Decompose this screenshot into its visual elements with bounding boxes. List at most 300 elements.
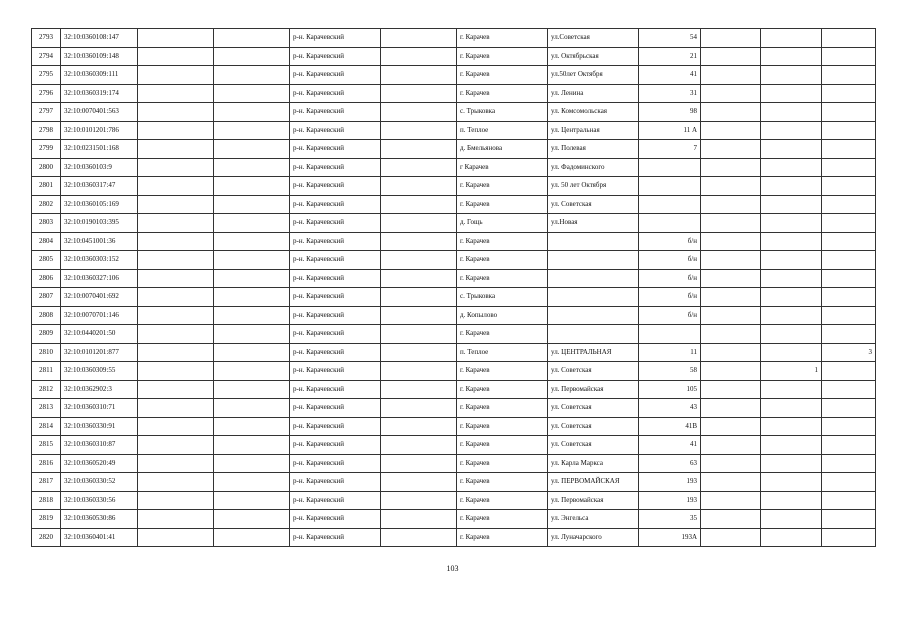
- table-cell: р-н. Карачевский: [290, 491, 381, 510]
- table-cell: р-н. Карачевский: [290, 343, 381, 362]
- table-row: [32, 232, 876, 251]
- table-cell: [214, 343, 290, 362]
- table-cell: [381, 251, 457, 270]
- table-cell: [381, 491, 457, 510]
- table-cell: 32:10:0360309:55: [61, 362, 138, 381]
- table-cell: [761, 29, 822, 48]
- table-cell: [701, 251, 761, 270]
- table-cell: [639, 195, 701, 214]
- table-cell: [381, 66, 457, 85]
- table-cell: р-н. Карачевский: [290, 454, 381, 473]
- table-cell: ул. Фадоминского: [548, 158, 639, 177]
- table-cell: 2796: [32, 84, 61, 103]
- table-cell: [548, 269, 639, 288]
- table-cell: [822, 380, 876, 399]
- table-cell: г. Карачев: [457, 417, 548, 436]
- table-cell: [138, 66, 214, 85]
- table-cell: [822, 510, 876, 529]
- table-cell: [761, 232, 822, 251]
- table-cell: [214, 325, 290, 344]
- table-cell: 32:10:0360317:47: [61, 177, 138, 196]
- table-cell: ул. Карла Маркса: [548, 454, 639, 473]
- table-cell: р-н. Карачевский: [290, 510, 381, 529]
- table-cell: [701, 491, 761, 510]
- table-cell: 2793: [32, 29, 61, 48]
- table-cell: [214, 473, 290, 492]
- table-row: [32, 528, 876, 547]
- table-cell: 32:10:0190103:395: [61, 214, 138, 233]
- table-cell: 2813: [32, 399, 61, 418]
- table-cell: 32:10:0101201:786: [61, 121, 138, 140]
- table-cell: [822, 47, 876, 66]
- table-cell: 32:10:0360327:106: [61, 269, 138, 288]
- table-cell: 41: [639, 436, 701, 455]
- table-cell: [822, 158, 876, 177]
- table-cell: 32:10:0451001:36: [61, 232, 138, 251]
- table-cell: [822, 528, 876, 547]
- table-cell: 32:10:0360330:91: [61, 417, 138, 436]
- table-cell: г. Карачев: [457, 528, 548, 547]
- table-row: [32, 214, 876, 233]
- table-cell: [639, 158, 701, 177]
- table-cell: г. Карачев: [457, 399, 548, 418]
- table-cell: 2804: [32, 232, 61, 251]
- table-row: [32, 325, 876, 344]
- table-cell: [822, 251, 876, 270]
- table-cell: [761, 510, 822, 529]
- table-cell: [822, 454, 876, 473]
- table-cell: [214, 232, 290, 251]
- table-cell: 32:10:0440201:50: [61, 325, 138, 344]
- table-cell: 2797: [32, 103, 61, 122]
- table-cell: ул. Советская: [548, 417, 639, 436]
- table-row: [32, 436, 876, 455]
- table-cell: [381, 399, 457, 418]
- table-cell: [701, 528, 761, 547]
- table-cell: [214, 177, 290, 196]
- table-cell: [138, 269, 214, 288]
- table-cell: д. Гощь: [457, 214, 548, 233]
- table-cell: [138, 399, 214, 418]
- table-cell: 32:10:0362902:3: [61, 380, 138, 399]
- table-cell: [822, 195, 876, 214]
- table-cell: ул. Комсомольская: [548, 103, 639, 122]
- table-cell: [548, 306, 639, 325]
- table-cell: г. Карачев: [457, 269, 548, 288]
- table-cell: [822, 84, 876, 103]
- table-row: [32, 380, 876, 399]
- table-cell: [138, 121, 214, 140]
- table-cell: г. Карачев: [457, 510, 548, 529]
- table-cell: [138, 454, 214, 473]
- table-cell: с. Трыковка: [457, 288, 548, 307]
- table-cell: 11: [639, 343, 701, 362]
- table-cell: [822, 436, 876, 455]
- table-cell: р-н. Карачевский: [290, 140, 381, 159]
- table-cell: 11 А: [639, 121, 701, 140]
- table-cell: ул.Советская: [548, 29, 639, 48]
- table-cell: [381, 84, 457, 103]
- table-cell: 32:10:0070401:692: [61, 288, 138, 307]
- table-cell: [761, 140, 822, 159]
- table-cell: р-н. Карачевский: [290, 214, 381, 233]
- table-cell: 1: [761, 362, 822, 381]
- table-cell: 32:10:0360520:49: [61, 454, 138, 473]
- table-cell: р-н. Карачевский: [290, 380, 381, 399]
- table-cell: ул. Октябрьская: [548, 47, 639, 66]
- table-cell: 2820: [32, 528, 61, 547]
- table-cell: [701, 232, 761, 251]
- table-cell: [381, 177, 457, 196]
- table-cell: 58: [639, 362, 701, 381]
- table-row: [32, 473, 876, 492]
- table-cell: [381, 454, 457, 473]
- table-cell: г. Карачев: [457, 177, 548, 196]
- table-cell: [701, 158, 761, 177]
- table-cell: [761, 380, 822, 399]
- table-cell: [701, 417, 761, 436]
- table-cell: 32:10:0101201:877: [61, 343, 138, 362]
- table-cell: [381, 510, 457, 529]
- table-cell: г. Карачев: [457, 232, 548, 251]
- table-cell: [761, 195, 822, 214]
- table-cell: с. Трыковка: [457, 103, 548, 122]
- table-cell: [701, 399, 761, 418]
- table-cell: 41В: [639, 417, 701, 436]
- table-cell: [761, 325, 822, 344]
- table-cell: [701, 84, 761, 103]
- table-cell: [548, 288, 639, 307]
- table-cell: [214, 454, 290, 473]
- table-cell: б/н: [639, 269, 701, 288]
- table-cell: [214, 158, 290, 177]
- table-cell: [761, 47, 822, 66]
- table-cell: п. Теплое: [457, 121, 548, 140]
- table-row: [32, 195, 876, 214]
- table-cell: ул. Советская: [548, 399, 639, 418]
- table-cell: [761, 343, 822, 362]
- table-cell: [761, 66, 822, 85]
- table-cell: [701, 473, 761, 492]
- table-cell: 193: [639, 473, 701, 492]
- table-cell: [381, 306, 457, 325]
- table-cell: ул. Первомайская: [548, 380, 639, 399]
- table-cell: [138, 214, 214, 233]
- table-cell: 32:10:0360103:9: [61, 158, 138, 177]
- table-cell: 43: [639, 399, 701, 418]
- table-cell: р-н. Карачевский: [290, 47, 381, 66]
- table-row: [32, 417, 876, 436]
- table-cell: [381, 528, 457, 547]
- table-cell: ул.50лет Октября: [548, 66, 639, 85]
- table-cell: [548, 232, 639, 251]
- table-cell: п. Теплое: [457, 343, 548, 362]
- table-cell: [138, 140, 214, 159]
- table-cell: [761, 473, 822, 492]
- table-cell: ул. Полевая: [548, 140, 639, 159]
- table-cell: [214, 528, 290, 547]
- table-cell: [701, 288, 761, 307]
- table-cell: [701, 121, 761, 140]
- table-cell: 32:10:0070401:563: [61, 103, 138, 122]
- table-cell: [701, 380, 761, 399]
- table-cell: [214, 251, 290, 270]
- table-cell: 2819: [32, 510, 61, 529]
- table-cell: 2814: [32, 417, 61, 436]
- table-cell: р-н. Карачевский: [290, 362, 381, 381]
- table-cell: [701, 343, 761, 362]
- table-cell: р-н. Карачевский: [290, 325, 381, 344]
- table-cell: 32:10:0360310:87: [61, 436, 138, 455]
- table-cell: ул.Новая: [548, 214, 639, 233]
- table-cell: ул. Советская: [548, 436, 639, 455]
- table-cell: [381, 29, 457, 48]
- table-cell: 193А: [639, 528, 701, 547]
- table-cell: [138, 436, 214, 455]
- table-cell: [138, 29, 214, 48]
- table-cell: г. Карачев: [457, 454, 548, 473]
- table-cell: 2818: [32, 491, 61, 510]
- table-row: [32, 306, 876, 325]
- table-cell: 41: [639, 66, 701, 85]
- table-cell: 2811: [32, 362, 61, 381]
- table-cell: [822, 269, 876, 288]
- table-cell: 31: [639, 84, 701, 103]
- table-cell: г. Карачев: [457, 251, 548, 270]
- table-cell: 32:10:0360303:152: [61, 251, 138, 270]
- table-cell: [214, 510, 290, 529]
- table-cell: [822, 473, 876, 492]
- table-cell: [214, 491, 290, 510]
- table-cell: [138, 325, 214, 344]
- table-cell: [822, 66, 876, 85]
- table-cell: 2807: [32, 288, 61, 307]
- table-cell: [761, 158, 822, 177]
- table-cell: ул. Энгельса: [548, 510, 639, 529]
- table-cell: [822, 491, 876, 510]
- table-cell: 32:10:0360309:111: [61, 66, 138, 85]
- table-cell: [761, 269, 822, 288]
- table-cell: 32:10:0360109:148: [61, 47, 138, 66]
- table-cell: 2802: [32, 195, 61, 214]
- table-cell: 2803: [32, 214, 61, 233]
- table-cell: г Карачев: [457, 158, 548, 177]
- table-cell: [381, 343, 457, 362]
- table-cell: 2809: [32, 325, 61, 344]
- table-cell: 2798: [32, 121, 61, 140]
- table-cell: [214, 362, 290, 381]
- table-cell: р-н. Карачевский: [290, 177, 381, 196]
- table-cell: [214, 306, 290, 325]
- table-cell: [822, 214, 876, 233]
- table-cell: р-н. Карачевский: [290, 473, 381, 492]
- table-cell: [214, 66, 290, 85]
- table-cell: [138, 177, 214, 196]
- table-cell: 7: [639, 140, 701, 159]
- table-cell: ул. Центральная: [548, 121, 639, 140]
- table-cell: [761, 251, 822, 270]
- table-cell: [701, 140, 761, 159]
- table-cell: [822, 417, 876, 436]
- table-row: [32, 103, 876, 122]
- table-cell: г. Карачев: [457, 436, 548, 455]
- table-cell: 105: [639, 380, 701, 399]
- table-cell: 32:10:0360108:147: [61, 29, 138, 48]
- table-row: [32, 510, 876, 529]
- table-cell: ул. Первомайская: [548, 491, 639, 510]
- table-cell: [138, 510, 214, 529]
- table-cell: р-н. Карачевский: [290, 195, 381, 214]
- table-cell: 2801: [32, 177, 61, 196]
- table-row: [32, 121, 876, 140]
- table-cell: [138, 158, 214, 177]
- table-cell: [761, 491, 822, 510]
- table-cell: [138, 84, 214, 103]
- table-cell: [381, 195, 457, 214]
- table-row: [32, 362, 876, 381]
- table-cell: 2815: [32, 436, 61, 455]
- table-cell: р-н. Карачевский: [290, 232, 381, 251]
- table-cell: г. Карачев: [457, 473, 548, 492]
- table-cell: [214, 29, 290, 48]
- table-cell: б/н: [639, 288, 701, 307]
- table-cell: [138, 232, 214, 251]
- table-cell: [381, 288, 457, 307]
- table-cell: р-н. Карачевский: [290, 103, 381, 122]
- table-cell: [701, 103, 761, 122]
- table-cell: [214, 140, 290, 159]
- table-cell: [761, 306, 822, 325]
- table-cell: [822, 177, 876, 196]
- table-cell: [138, 473, 214, 492]
- table-cell: [214, 288, 290, 307]
- table-cell: [639, 325, 701, 344]
- table-row: [32, 47, 876, 66]
- table-cell: [138, 195, 214, 214]
- table-cell: [214, 436, 290, 455]
- table-cell: [701, 362, 761, 381]
- table-row: [32, 140, 876, 159]
- table-cell: р-н. Карачевский: [290, 417, 381, 436]
- table-cell: [381, 417, 457, 436]
- table-cell: [822, 103, 876, 122]
- table-cell: 32:10:0360530:86: [61, 510, 138, 529]
- table-cell: г. Карачев: [457, 380, 548, 399]
- table-cell: г. Карачев: [457, 66, 548, 85]
- table-row: [32, 491, 876, 510]
- table-cell: [761, 177, 822, 196]
- table-cell: б/н: [639, 232, 701, 251]
- table-cell: р-н. Карачевский: [290, 29, 381, 48]
- table-cell: [214, 417, 290, 436]
- table-cell: г. Карачев: [457, 362, 548, 381]
- table-cell: р-н. Карачевский: [290, 269, 381, 288]
- table-cell: б/н: [639, 251, 701, 270]
- table-cell: [138, 103, 214, 122]
- table-cell: 32:10:0360319:174: [61, 84, 138, 103]
- table-cell: [381, 121, 457, 140]
- table-cell: [822, 306, 876, 325]
- table-body: [32, 29, 876, 547]
- table-row: [32, 84, 876, 103]
- table-cell: 98: [639, 103, 701, 122]
- table-cell: р-н. Карачевский: [290, 66, 381, 85]
- table-cell: р-н. Карачевский: [290, 84, 381, 103]
- table-cell: г. Карачев: [457, 325, 548, 344]
- table-cell: ул. ПЕРВОМАЙСКАЯ: [548, 473, 639, 492]
- table-row: [32, 343, 876, 362]
- table-cell: [214, 399, 290, 418]
- table-cell: [822, 140, 876, 159]
- table-cell: [138, 47, 214, 66]
- table-cell: 35: [639, 510, 701, 529]
- table-cell: [548, 325, 639, 344]
- table-cell: [381, 269, 457, 288]
- table-cell: [138, 343, 214, 362]
- table-cell: [761, 214, 822, 233]
- table-cell: [822, 29, 876, 48]
- table-cell: [822, 399, 876, 418]
- table-cell: 32:10:0360401:41: [61, 528, 138, 547]
- table-cell: [381, 103, 457, 122]
- table-cell: 32:10:0360310:71: [61, 399, 138, 418]
- table-cell: [761, 436, 822, 455]
- table-cell: 193: [639, 491, 701, 510]
- table-row: [32, 29, 876, 48]
- table-cell: [822, 121, 876, 140]
- table-cell: [639, 214, 701, 233]
- table-cell: [214, 214, 290, 233]
- table-cell: р-н. Карачевский: [290, 306, 381, 325]
- table-cell: [701, 177, 761, 196]
- table-cell: [761, 528, 822, 547]
- table-cell: 32:10:0231501:168: [61, 140, 138, 159]
- table-cell: б/н: [639, 306, 701, 325]
- table-row: [32, 177, 876, 196]
- table-cell: 2800: [32, 158, 61, 177]
- table-cell: [822, 325, 876, 344]
- table-cell: [701, 306, 761, 325]
- table-cell: г. Карачев: [457, 491, 548, 510]
- registry-table: [31, 28, 876, 547]
- table-cell: р-н. Карачевский: [290, 399, 381, 418]
- table-cell: [138, 362, 214, 381]
- table-cell: 2799: [32, 140, 61, 159]
- table-cell: [701, 47, 761, 66]
- table-row: [32, 399, 876, 418]
- table-cell: [381, 436, 457, 455]
- table-cell: ул. 50 лет Октября: [548, 177, 639, 196]
- table-cell: г. Карачев: [457, 84, 548, 103]
- table-cell: 32:10:0360330:52: [61, 473, 138, 492]
- table-cell: [701, 436, 761, 455]
- table-cell: [381, 140, 457, 159]
- table-cell: 32:10:0360105:169: [61, 195, 138, 214]
- table-cell: [761, 84, 822, 103]
- table-cell: [381, 325, 457, 344]
- table-cell: 2817: [32, 473, 61, 492]
- table-cell: [701, 269, 761, 288]
- table-cell: [381, 158, 457, 177]
- table-cell: 2812: [32, 380, 61, 399]
- table-cell: г. Карачев: [457, 195, 548, 214]
- table-cell: ул. Советская: [548, 195, 639, 214]
- table-cell: [701, 454, 761, 473]
- table-cell: г. Карачев: [457, 47, 548, 66]
- table-cell: [214, 380, 290, 399]
- table-cell: д. Бмельянова: [457, 140, 548, 159]
- table-cell: [761, 454, 822, 473]
